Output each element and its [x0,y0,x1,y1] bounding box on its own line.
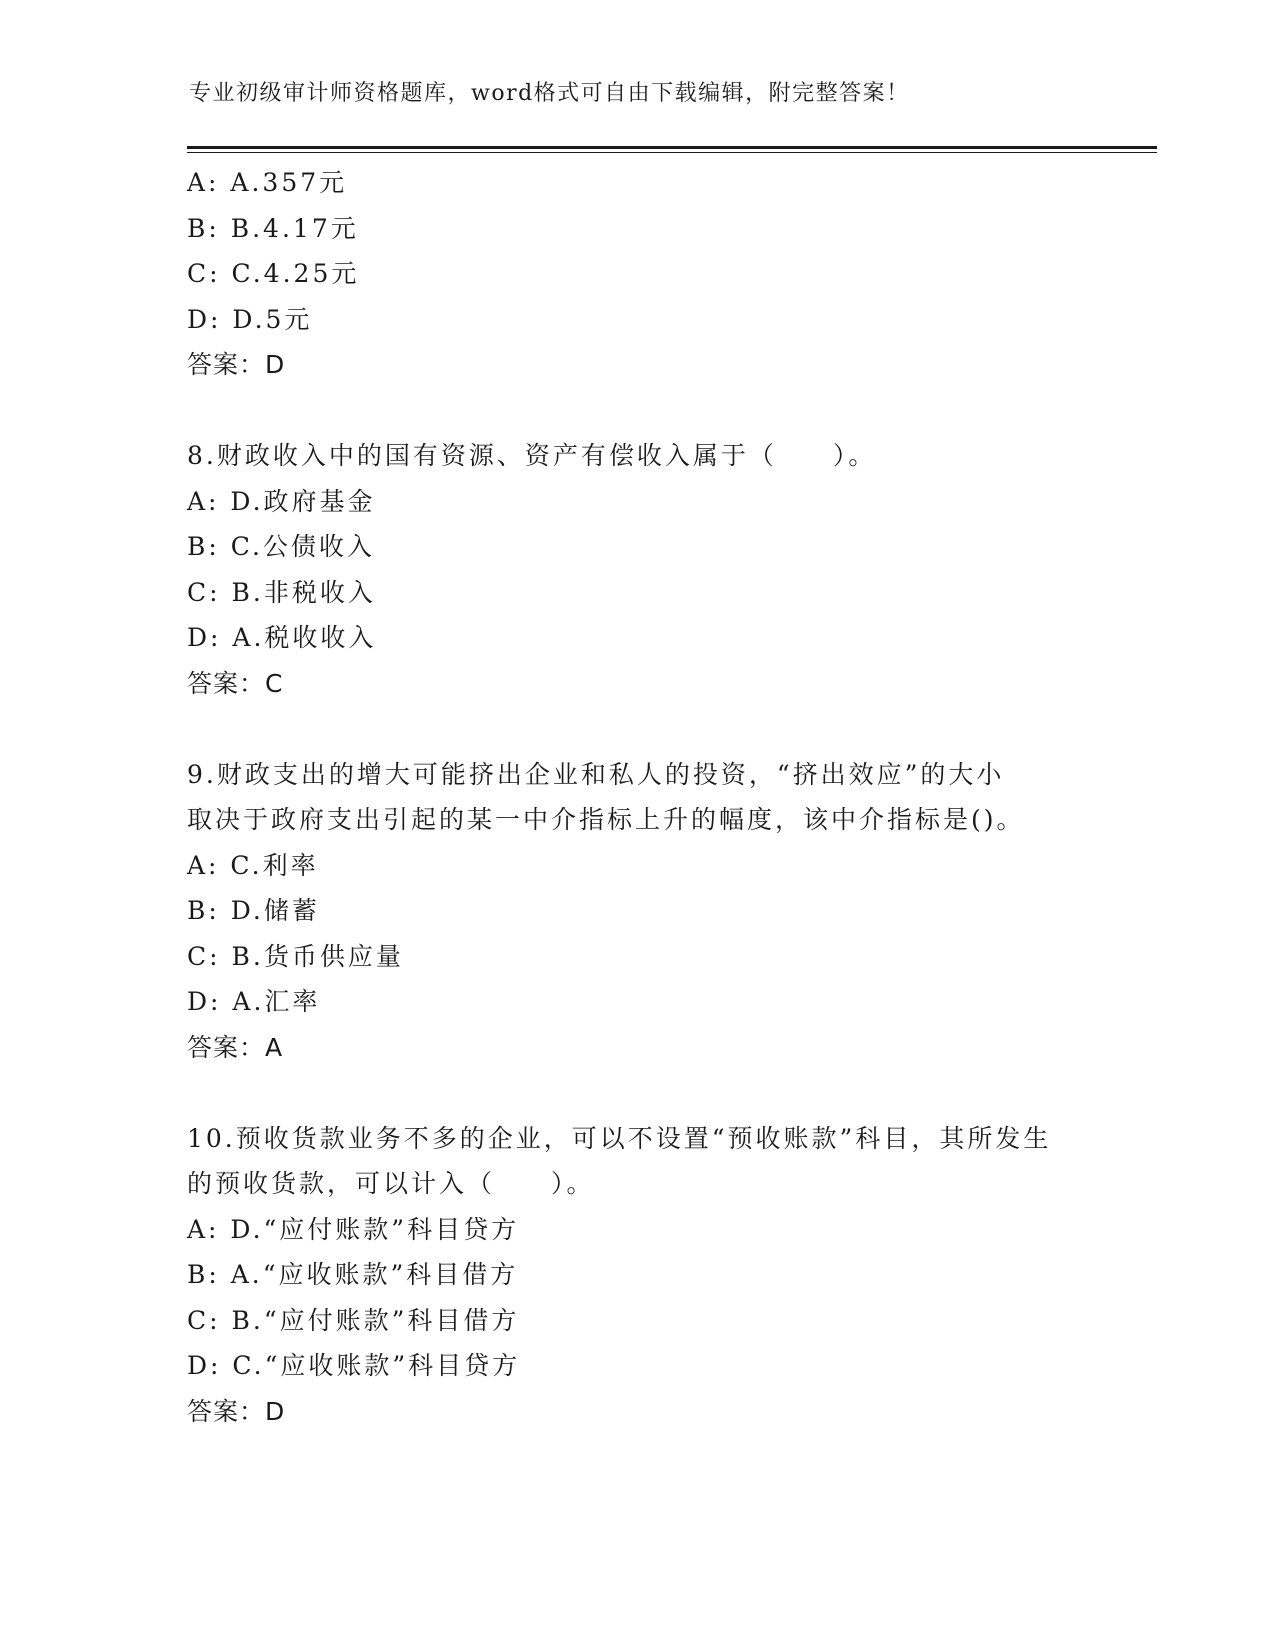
option-c: C: B.非税收入 [187,577,376,607]
block-spacer [187,388,1087,434]
page-header: 专业初级审计师资格题库，word格式可自由下载编辑，附完整答案！ [189,81,910,106]
option-a: A: D.政府基金 [187,486,376,516]
answer-line: 答案：A [187,1032,284,1062]
option-b: B: D.储蓄 [187,896,320,925]
option-d: D: D.5元 [187,304,313,334]
question-block [187,433,1087,706]
question-block [187,160,1087,388]
option-c: C: C.4.25元 [187,259,360,288]
question-text: 9.财政支出的增大可能挤出企业和私人的投资，“挤出效应”的大小取决于政府支出引起的某一中介指标上升的幅度，该中介指标是()。 [187,759,1025,834]
header-rule-thick [187,146,1157,149]
option-a: A: C.利率 [187,850,319,880]
question-block [187,1116,1087,1435]
question-text: 8.财政收入中的国有资源、资产有偿收入属于（ ）。 [187,441,877,470]
option-b: B: B.4.17元 [187,213,359,243]
option-c: C: B.货币供应量 [187,941,404,971]
option-d: D: A.汇率 [187,987,321,1016]
question-block [187,752,1087,1071]
option-a: A: A.357元 [187,168,348,197]
block-spacer [187,706,1087,752]
answer-line: 答案：D [187,350,286,379]
block-spacer [187,1070,1087,1116]
answer-line: 答案：C [187,668,284,698]
option-a: A: D.“应付账款”科目贷方 [187,1214,520,1244]
question-text: 10.预收货款业务不多的企业，可以不设置“预收账款”科目，其所发生的预收货款，可以计入（ ）。 [187,1123,1052,1198]
option-b: B: C.公债收入 [187,532,375,561]
option-b: B: A.“应收账款”科目借方 [187,1260,519,1289]
option-c: C: B.“应付账款”科目借方 [187,1305,520,1335]
answer-line: 答案：D [187,1396,286,1426]
option-d: D: C.“应收账款”科目贷方 [187,1351,521,1380]
question-list [187,160,1087,1434]
option-d: D: A.税收收入 [187,623,377,652]
header-rule-thin [187,152,1157,153]
